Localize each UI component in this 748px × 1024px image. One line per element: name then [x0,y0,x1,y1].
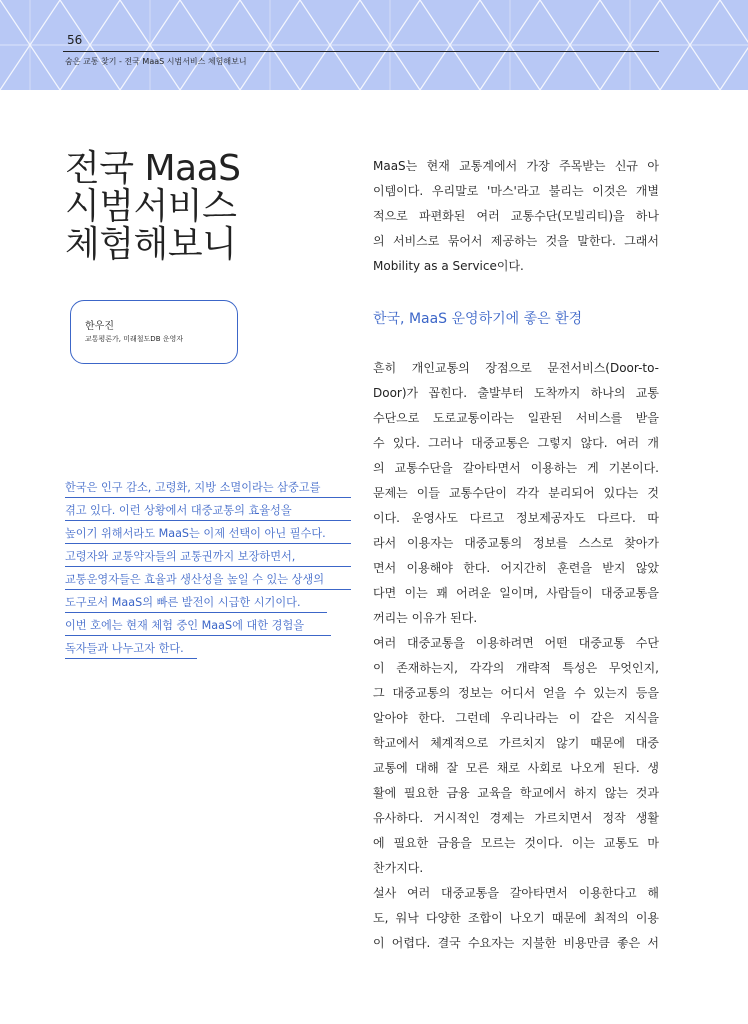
body-line: 유사하다. 거시적인 경제는 가르치면서 정작 생활 [373,811,659,825]
title-line: 전국 MaaS [65,148,241,189]
body-line: 여러 대중교통을 이용하려면 어떤 대중교통 수단 [373,636,659,650]
body-line: 에 필요한 금융을 모르는 것이다. 이는 교통도 마 [373,836,659,850]
summary-line: 한국은 인구 감소, 고령화, 지방 소멸이라는 삼중고를 [65,476,357,499]
body-line: 그 대중교통의 정보는 어디서 얻을 수 있는지 등을 [373,686,659,700]
body-line: 교통에 대해 잘 모른 채로 사회로 나오게 된다. 생 [373,761,659,775]
summary-line: 독자들과 나누고자 한다. [65,637,357,660]
author-box [70,300,238,364]
article-summary [65,476,357,660]
body-line: 활에 필요한 금융 교육을 학교에서 하지 않는 것과 [373,786,659,800]
body-line: 다면 이는 꽤 어려운 일이며, 사람들이 대중교통을 [373,586,659,600]
body-line: 이 존재하는지, 각각의 개략적 특성은 무엇인지, [373,661,659,675]
geometric-pattern-icon [0,0,748,90]
body-line: 이 어렵다. 결국 수요자는 지불한 비용만큼 좋은 서 [373,936,659,950]
body-line: 의 서비스로 묶어서 제공하는 것을 말한다. 그래서 [373,234,659,248]
title-line: 체험해보니 [65,224,237,265]
body-line: 이템이다. 우리말로 '마스'라고 불리는 이것은 개별 [373,184,659,198]
running-head: 숨은 교통 찾기 - 전국 MaaS 시범서비스 체험해보니 [65,57,247,66]
body-line: 의 교통수단을 갈아타면서 이용하는 게 기본이다. [373,461,659,475]
header-banner [0,0,748,90]
summary-line: 교통운영자들은 효율과 생산성을 높일 수 있는 상생의 [65,568,357,591]
body-line: 문제는 이들 교통수단이 각각 분리되어 있다는 것 [373,486,659,500]
body-line: 알아야 한다. 그런데 우리나라는 이 같은 지식을 [373,711,659,725]
body-line: 라서 이용자는 대중교통의 정보를 스스로 찾아가 [373,536,659,550]
header-divider [63,51,659,52]
section-heading: 한국, MaaS 운영하기에 좋은 환경 [373,311,583,327]
body-line: Door)가 꼽힌다. 출발부터 도착까지 하나의 교통 [373,386,659,400]
body-line: 도, 워낙 다양한 조합이 나오기 때문에 최적의 이용 [373,911,659,925]
page-number: 56 [67,33,83,47]
summary-line: 도구로서 MaaS의 빠른 발전이 시급한 시기이다. [65,591,357,614]
body-line: 꺼리는 이유가 된다. [373,611,478,625]
summary-line: 이번 호에는 현재 체험 중인 MaaS에 대한 경험을 [65,614,357,637]
body-line: 수 있다. 그러나 대중교통은 그렇지 않다. 여러 개 [373,436,659,450]
body-line: 설사 여러 대중교통을 갈아타면서 이용한다고 해 [373,886,659,900]
body-line: 이다. 운영사도 다르고 정보제공자도 다르다. 따 [373,511,659,525]
body-line: Mobility as a Service이다. [373,259,524,273]
summary-line: 높이기 위해서라도 MaaS는 이제 선택이 아닌 필수다. [65,522,357,545]
body-line: 면서 이용해야 한다. 어지간히 훈련을 받지 않았 [373,561,659,575]
article-title [65,150,305,264]
body-line: 찬가지다. [373,861,424,875]
section-body [373,356,659,956]
summary-line: 고령자와 교통약자들의 교통권까지 보장하면서, [65,545,357,568]
author-name: 한우진 [85,321,114,332]
body-line: 학교에서 체계적으로 가르치지 않기 때문에 대중 [373,736,659,750]
body-line: 적으로 파편화된 여러 교통수단(모빌리티)을 하나 [373,209,659,223]
author-role: 교통평론가, 미래철도DB 운영자 [85,335,184,343]
summary-line: 겪고 있다. 이런 상황에서 대중교통의 효율성을 [65,499,357,522]
body-line: 흔히 개인교통의 장점으로 문전서비스(Door-to- [373,361,659,375]
intro-paragraph [373,154,659,279]
body-line: 수단으로 도로교통이라는 일관된 서비스를 받을 [373,411,659,425]
title-line: 시범서비스 [65,186,237,227]
body-line: MaaS는 현재 교통계에서 가장 주목받는 신규 아 [373,159,659,173]
